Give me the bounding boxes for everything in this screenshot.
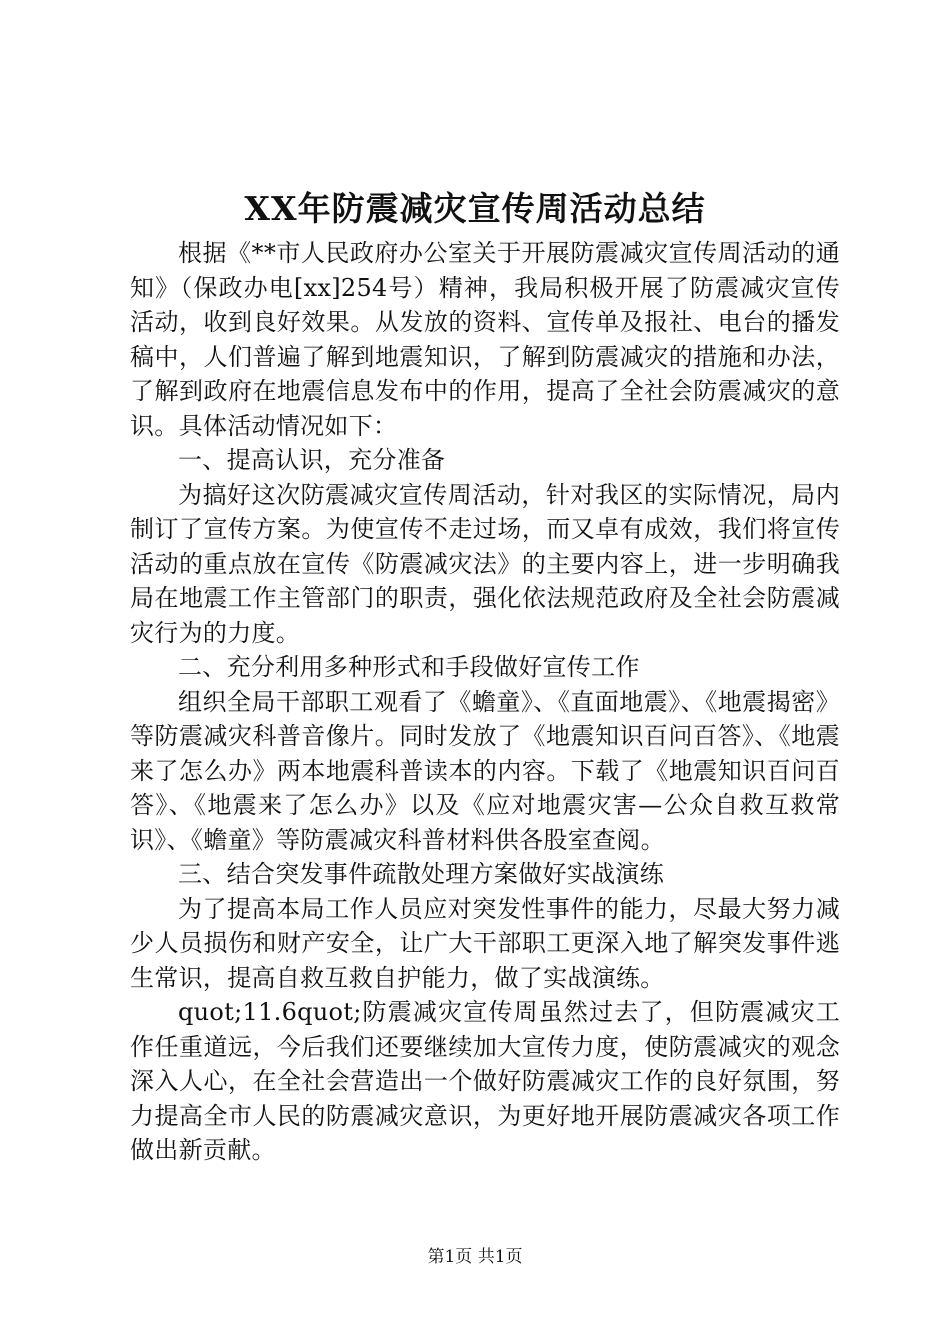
- paragraph-conclusion: quot;11.6quot;防震减灾宣传周虽然过去了，但防震减灾工作任重道远，今后我们还要继续加大宣传力度，使防震减灾的观念深入人心，在全社会营造出一个做好防震减灾工作的良好氛围，努力提高全市人民的防震减灾意识，为更好地开展防震减灾各项工作做出新贡献。: [130, 998, 840, 1164]
- section-heading-1: 一、提高认识，充分准备: [178, 446, 446, 474]
- section-heading-3: 三、结合突发事件疏散处理方案做好实战演练: [178, 860, 664, 888]
- paragraph-section-3: 为了提高本局工作人员应对突发性事件的能力，尽最大努力减少人员损伤和财产安全，让广大干部职工更深入地了解突发事件逃生常识，提高自救互救自护能力，做了实战演练。: [130, 894, 840, 992]
- paragraph-section-1: 为搞好这次防震减灾宣传周活动，针对我区的实际情况，局内制订了宣传方案。为使宣传不走过场，而又卓有成效，我们将宣传活动的重点放在宣传《防震减灾法》的主要内容上，进一步明确我局在地震工作主管部门的职责，强化依法规范政府及全社会防震减灾行为的力度。: [130, 480, 840, 647]
- document-title: XX年防震减灾宣传周活动总结: [244, 189, 706, 228]
- paragraph-intro: 根据《**市人民政府办公室关于开展防震减灾宣传周活动的通知》（保政办电[xx]254号）精神，我局积极开展了防震减灾宣传活动，收到良好效果。从发放的资料、宣传单及报社、电台的播发稿中，人们普遍了解到地震知识，了解到防震减灾的措施和办法，了解到政府在地震信息发布中的作用，提高了全社会防震减灾的意识。具体活动情况如下：: [130, 239, 840, 440]
- document-body: [130, 236, 840, 1168]
- paragraph-section-2: 组织全局干部职工观看了《蟾童》、《直面地震》、《地震揭密》等防震减灾科普音像片。同时发放了《地震知识百问百答》、《地震来了怎么办》两本地震科普读本的内容。下载了《地震知识百问百答》、《地震来了怎么办》以及《应对地震灾害—公众自救互救常识》、《蟾童》等防震减灾科普材料供各股室查阅。: [130, 687, 840, 854]
- section-heading-2: 二、充分利用多种形式和手段做好宣传工作: [178, 653, 640, 681]
- page-footer: 第1页 共1页: [427, 1247, 523, 1267]
